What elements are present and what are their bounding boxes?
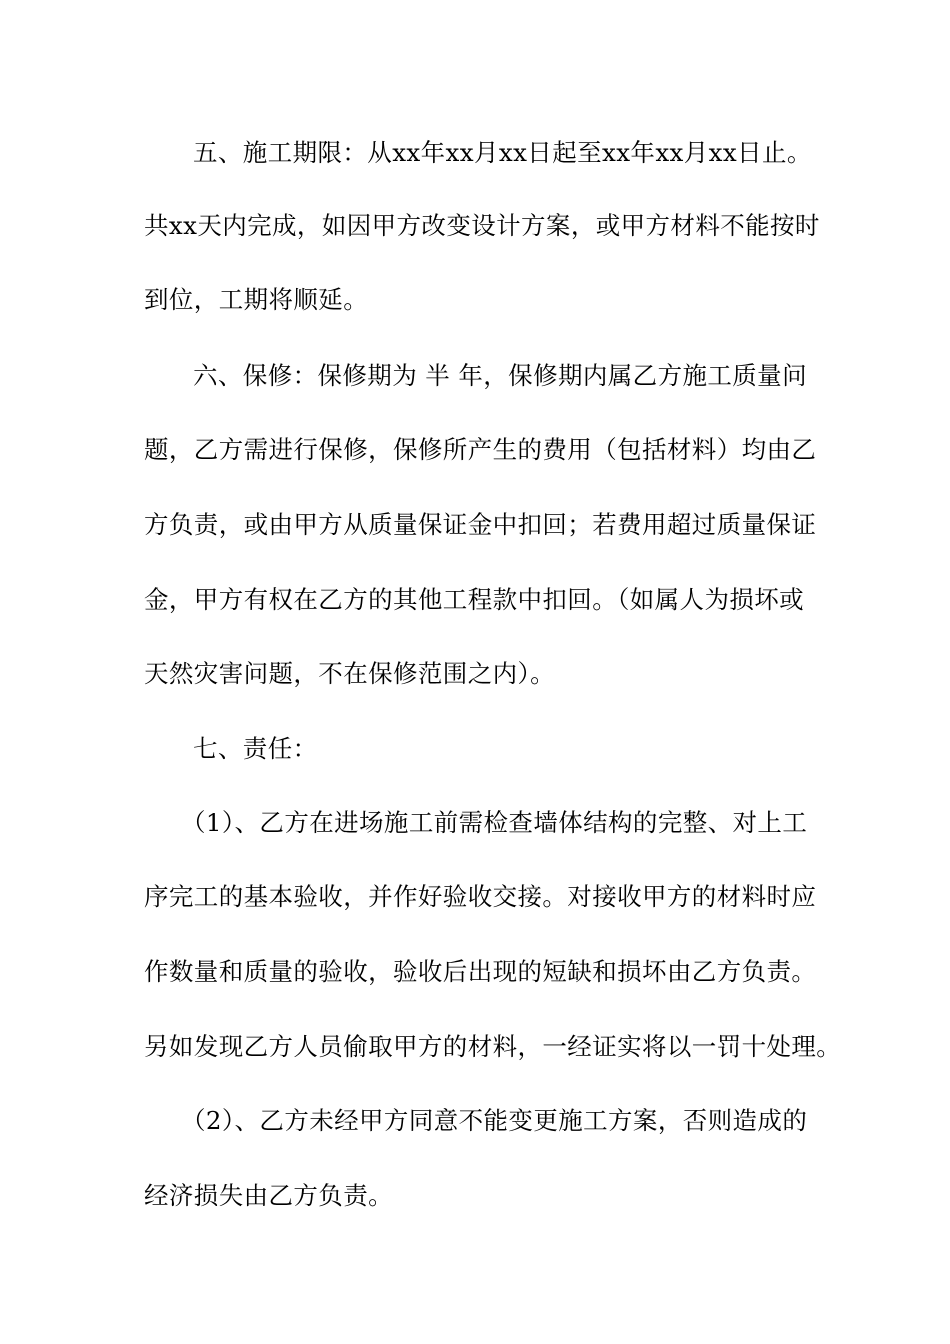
clause-5-line-1: 五、施工期限：从xx年xx月xx日起至xx年xx月xx日止。 — [193, 138, 812, 167]
item-2-line-2: 经济损失由乙方负责。 — [144, 1181, 393, 1210]
clause-6-line-2: 题，乙方需进行保修，保修所产生的费用（包括材料）均由乙 — [144, 435, 817, 464]
clause-6-line-1: 六、保修：保修期为 半 年，保修期内属乙方施工质量问 — [193, 361, 807, 390]
clause-5-line-2: 共xx天内完成，如因甲方改变设计方案，或甲方材料不能按时 — [144, 211, 820, 240]
item-2-line-1: （2）、乙方未经甲方同意不能变更施工方案，否则造成的 — [181, 1106, 808, 1135]
item-1-line-1: （1）、乙方在进场施工前需检查墙体结构的完整、对上工 — [181, 808, 808, 837]
item-1-line-2: 序完工的基本验收，并作好验收交接。对接收甲方的材料时应 — [144, 882, 817, 911]
clause-6-line-3: 方负责，或由甲方从质量保证金中扣回；若费用超过质量保证 — [144, 510, 817, 539]
clause-7-heading: 七、责任： — [193, 734, 318, 763]
item-1-line-3: 作数量和质量的验收，验收后出现的短缺和损坏由乙方负责。 — [144, 957, 817, 986]
item-1-line-4: 另如发现乙方人员偷取甲方的材料，一经证实将以一罚十处理。 — [144, 1032, 842, 1061]
clause-5-line-3: 到位，工期将顺延。 — [144, 285, 369, 314]
clause-6-line-5: 天然灾害问题，不在保修范围之内）。 — [144, 659, 556, 688]
clause-6-line-4: 金，甲方有权在乙方的其他工程款中扣回。（如属人为损坏或 — [144, 585, 805, 614]
